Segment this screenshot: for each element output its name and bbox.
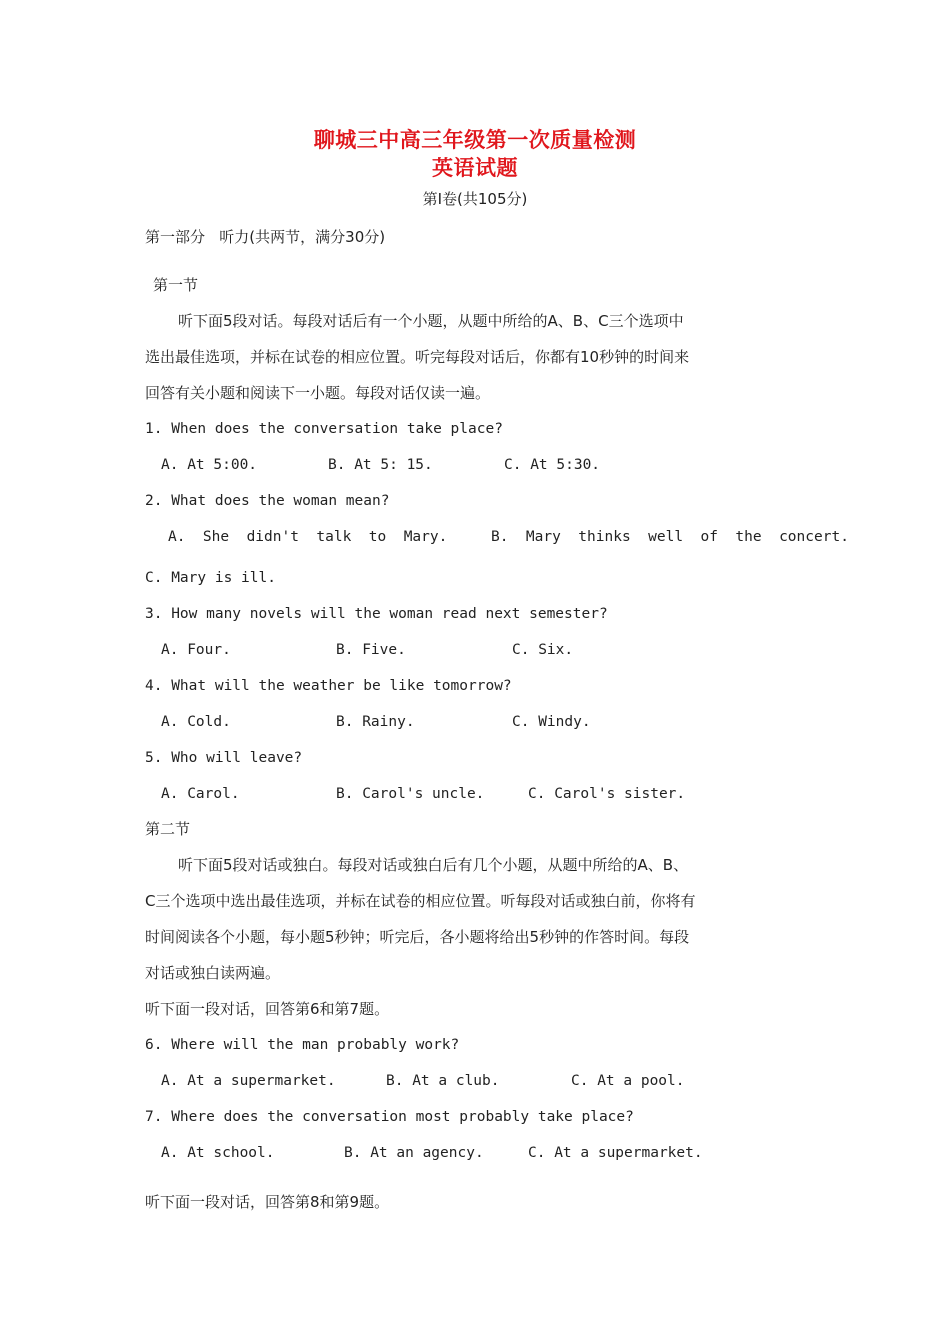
option-c: C. Carol's sister. — [528, 786, 686, 802]
question-stem: 6. Where will the man probably work? — [145, 1037, 460, 1053]
question-stem: 4. What will the weather be like tomorrow? — [145, 678, 512, 694]
section2-heading: 第二节 — [145, 820, 191, 838]
section1-heading: 第一节 — [153, 276, 199, 294]
question-stem: 1. When does the conversation take place? — [145, 421, 503, 437]
option-b: B. Rainy. — [336, 714, 415, 730]
option-c: C. At a supermarket. — [528, 1145, 703, 1161]
section2-instruction-line: C三个选项中选出最佳选项，并标在试卷的相应位置。听每段对话或独白前，你将有 — [145, 892, 696, 910]
section1-instruction-line: 回答有关小题和阅读下一小题。每段对话仅读一遍。 — [145, 384, 491, 402]
option-b: B. Carol's uncle. — [336, 786, 485, 802]
question-stem: 5. Who will leave? — [145, 750, 303, 766]
option-b: B. Five. — [336, 642, 406, 658]
option-a: A. At a supermarket. — [161, 1073, 336, 1089]
option-a: A. She didn't talk to Mary. — [168, 529, 448, 545]
option-b: B. Mary thinks well of the concert. — [491, 529, 849, 545]
exam-subtitle: 英语试题 — [432, 155, 518, 180]
option-c: C. At a pool. — [571, 1073, 685, 1089]
option-b: B. At a club. — [386, 1073, 500, 1089]
section1-instruction-line: 选出最佳选项，并标在试卷的相应位置。听完每段对话后，你都有10秒钟的时间来 — [145, 348, 690, 366]
option-a: A. Cold. — [161, 714, 231, 730]
option-b: B. At an agency. — [344, 1145, 484, 1161]
option-a: A. At school. — [161, 1145, 275, 1161]
question-stem: 7. Where does the conversation most probably take place? — [145, 1109, 634, 1125]
option-a: A. Four. — [161, 642, 231, 658]
option-b: B. At 5: 15. — [328, 457, 433, 473]
option-c: C. At 5:30. — [504, 457, 601, 473]
option-c: C. Windy. — [512, 714, 591, 730]
option-c: C. Mary is ill. — [145, 570, 276, 586]
dialogue-group-heading: 听下面一段对话，回答第8和第9题。 — [145, 1193, 390, 1211]
section1-instruction-line: 听下面5段对话。每段对话后有一个小题，从题中所给的A、B、C三个选项中 — [178, 312, 684, 330]
volume-label: 第Ⅰ卷(共105分) — [422, 190, 528, 208]
option-a: A. Carol. — [161, 786, 240, 802]
option-c: C. Six. — [512, 642, 574, 658]
section2-instruction-line: 听下面5段对话或独白。每段对话或独白后有几个小题，从题中所给的A、B、 — [178, 856, 689, 874]
exam-title: 聊城三中高三年级第一次质量检测 — [313, 127, 637, 152]
dialogue-group-heading: 听下面一段对话，回答第6和第7题。 — [145, 1000, 390, 1018]
section2-instruction-line: 时间阅读各个小题，每小题5秒钟；听完后，各小题将给出5秒钟的作答时间。每段 — [145, 928, 690, 946]
section2-instruction-line: 对话或独白读两遍。 — [145, 964, 281, 982]
part1-heading: 第一部分 听力(共两节，满分30分) — [145, 228, 386, 246]
question-stem: 2. What does the woman mean? — [145, 493, 390, 509]
option-a: A. At 5:00. — [161, 457, 258, 473]
question-stem: 3. How many novels will the woman read next semester? — [145, 606, 608, 622]
